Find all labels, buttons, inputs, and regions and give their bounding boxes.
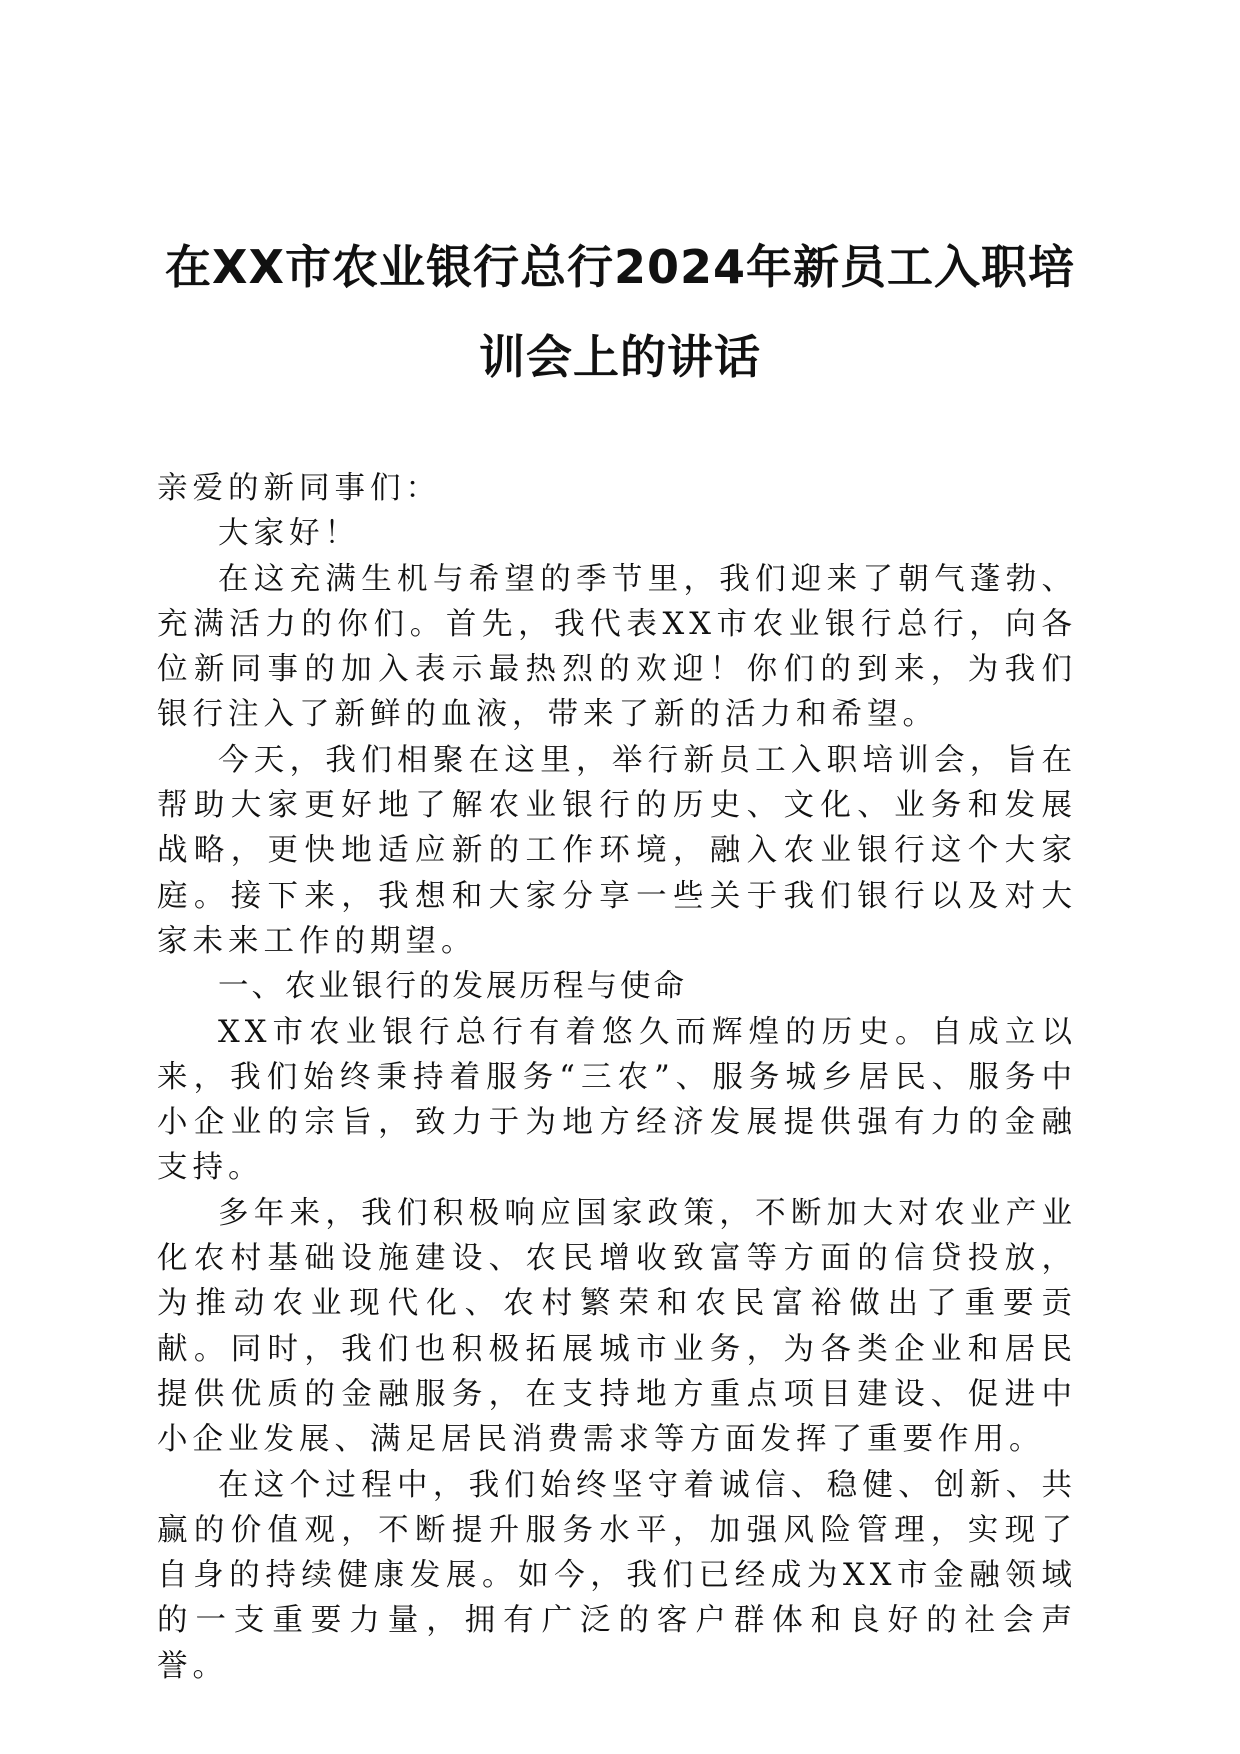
paragraph: 今天，我们相聚在这里，举行新员工入职培训会，旨在帮助大家更好地了解农业银行的历史、文化、业务和发展战略，更快地适应新的工作环境，融入农业银行这个大家庭。接下来，我想和大家分享一些关于我们银行以及对大家未来工作的期望。 (157, 742, 1077, 959)
title-line-2: 训会上的讲话 (479, 330, 761, 384)
section-heading: 一、农业银行的发展历程与使命 (218, 969, 687, 1005)
document-body (157, 466, 1077, 1689)
document-title (150, 222, 1090, 402)
salutation: 亲爱的新同事们： (157, 471, 441, 506)
paragraph: 多年来，我们积极响应国家政策，不断加大对农业产业化农村基础设施建设、农民增收致富等方面的信贷投放，为推动农业现代化、农村繁荣和农民富裕做出了重要贡献。同时，我们也积极拓展城市业务，为各类企业和居民提供优质的金融服务，在支持地方重点项目建设、促进中小企业发展、满足居民消费需求等方面发挥了重要作用。 (157, 1195, 1077, 1458)
title-line-1: 在XX市农业银行总行2024年新员工入职培 (165, 240, 1075, 294)
paragraph: 在这充满生机与希望的季节里，我们迎来了朝气蓬勃、充满活力的你们。首先，我代表XX市农业银行总行，向各位新同事的加入表示最热烈的欢迎！你们的到来，为我们银行注入了新鲜的血液，带来了新的活力和希望。 (157, 561, 1077, 733)
greeting: 大家好！ (218, 516, 360, 552)
paragraph: XX市农业银行总行有着悠久而辉煌的历史。自成立以来，我们始终秉持着服务“三农”、服务城乡居民、服务中小企业的宗旨，致力于为地方经济发展提供强有力的金融支持。 (157, 1014, 1077, 1186)
paragraph: 在这个过程中，我们始终坚守着诚信、稳健、创新、共赢的价值观，不断提升服务水平，加强风险管理，实现了自身的持续健康发展。如今，我们已经成为XX市金融领域的一支重要力量，拥有广泛的客户群体和良好的社会声誉。 (157, 1467, 1077, 1684)
